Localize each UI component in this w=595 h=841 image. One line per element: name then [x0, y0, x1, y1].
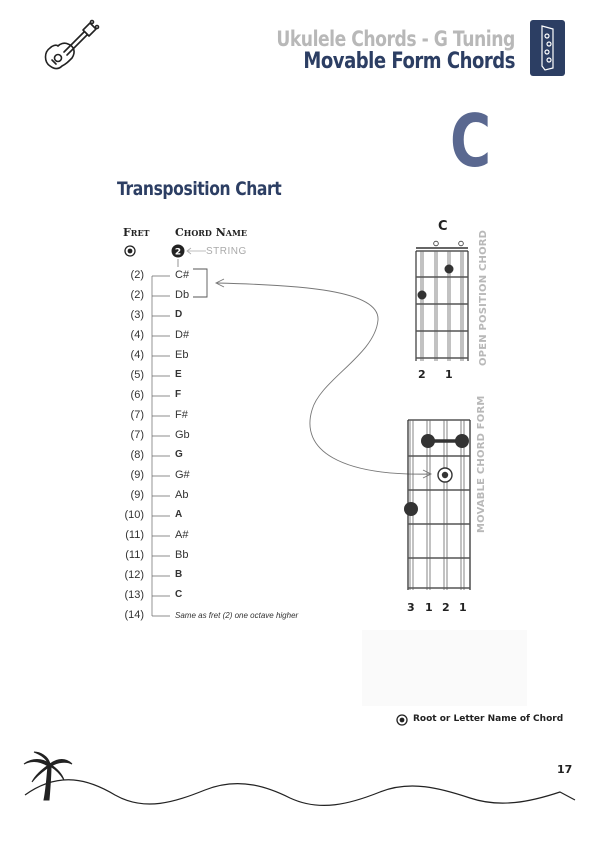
chord-name: C#: [175, 269, 190, 281]
movable-finger-4: 1: [459, 601, 467, 614]
octave-note: Same as fret (2) one octave higher: [175, 611, 299, 620]
chord-name: G#: [175, 469, 190, 481]
open-chord-label: OPEN POSITION CHORD: [478, 229, 489, 366]
chord-name-column-header: Chord Name: [175, 226, 247, 239]
chord-name: Bb: [175, 549, 189, 561]
chord-name: D: [175, 309, 183, 320]
header-subtitle: Ukulele Chords - G Tuning: [276, 27, 515, 51]
fret-number: (4): [130, 349, 144, 361]
section-title: Transposition Chart: [117, 178, 282, 200]
movable-finger-2: 1: [425, 601, 433, 614]
finger-dot: [421, 434, 435, 448]
movable-chord-label: MOVABLE CHORD FORM: [476, 395, 487, 533]
chord-name: F#: [175, 409, 188, 421]
fret-number: (11): [125, 529, 144, 541]
chord-name: B: [175, 569, 183, 580]
fret-number: (7): [130, 409, 144, 421]
svg-text:2: 2: [174, 247, 182, 258]
movable-chord-diagram: [400, 410, 480, 595]
open-finger-2: 1: [445, 368, 453, 381]
fret-column-header: Fret: [123, 226, 150, 239]
header-title: Movable Form Chords: [303, 49, 515, 74]
chord-name: Ab: [175, 489, 189, 501]
open-chord-diagram: [410, 238, 472, 368]
palm-tree-icon: [24, 752, 72, 800]
movable-finger-1: 3: [407, 601, 415, 614]
fret-number: (4): [130, 329, 144, 341]
fret-number: (9): [130, 489, 144, 501]
fret-number: (5): [130, 369, 144, 381]
chord-name: Db: [175, 289, 190, 301]
legend-text: Root or Letter Name of Chord: [413, 714, 564, 724]
finger-dot: [455, 434, 469, 448]
chord-name: G: [175, 449, 183, 460]
fret-number: (7): [130, 429, 144, 441]
string-label: STRING: [206, 246, 247, 257]
chord-name: Eb: [175, 349, 189, 361]
fret-number: (8): [130, 449, 144, 461]
fret-number: (11): [125, 549, 144, 561]
movable-finger-3: 2: [442, 601, 450, 614]
fret-number: (6): [130, 389, 144, 401]
fret-number: (14): [124, 609, 144, 621]
chord-name: Gb: [175, 429, 190, 441]
chord-name: A: [175, 509, 183, 520]
fret-number: (3): [130, 309, 144, 321]
fret-number: (13): [124, 589, 144, 601]
finger-dot: [418, 291, 427, 300]
chord-name: A#: [175, 529, 189, 541]
fret-number: (2): [130, 289, 144, 301]
blank-panel: [362, 630, 527, 706]
finger-dot: [404, 502, 418, 516]
page-number: 17: [557, 763, 573, 776]
fret-number: (12): [124, 569, 144, 581]
chord-name: D#: [175, 329, 190, 341]
chord-name: E: [175, 369, 182, 380]
finger-dot: [445, 265, 454, 274]
root-legend-icon: [396, 714, 408, 726]
open-chord-name: C: [438, 219, 448, 234]
fret-number: (2): [130, 269, 144, 281]
fret-number: (9): [130, 469, 144, 481]
open-finger-1: 2: [418, 368, 426, 381]
chord-name: C: [175, 589, 183, 600]
chord-name: F: [175, 389, 182, 400]
fret-number: (10): [124, 509, 144, 521]
palm-wave-footer: [0, 740, 595, 820]
chord-letter: C: [450, 99, 492, 183]
